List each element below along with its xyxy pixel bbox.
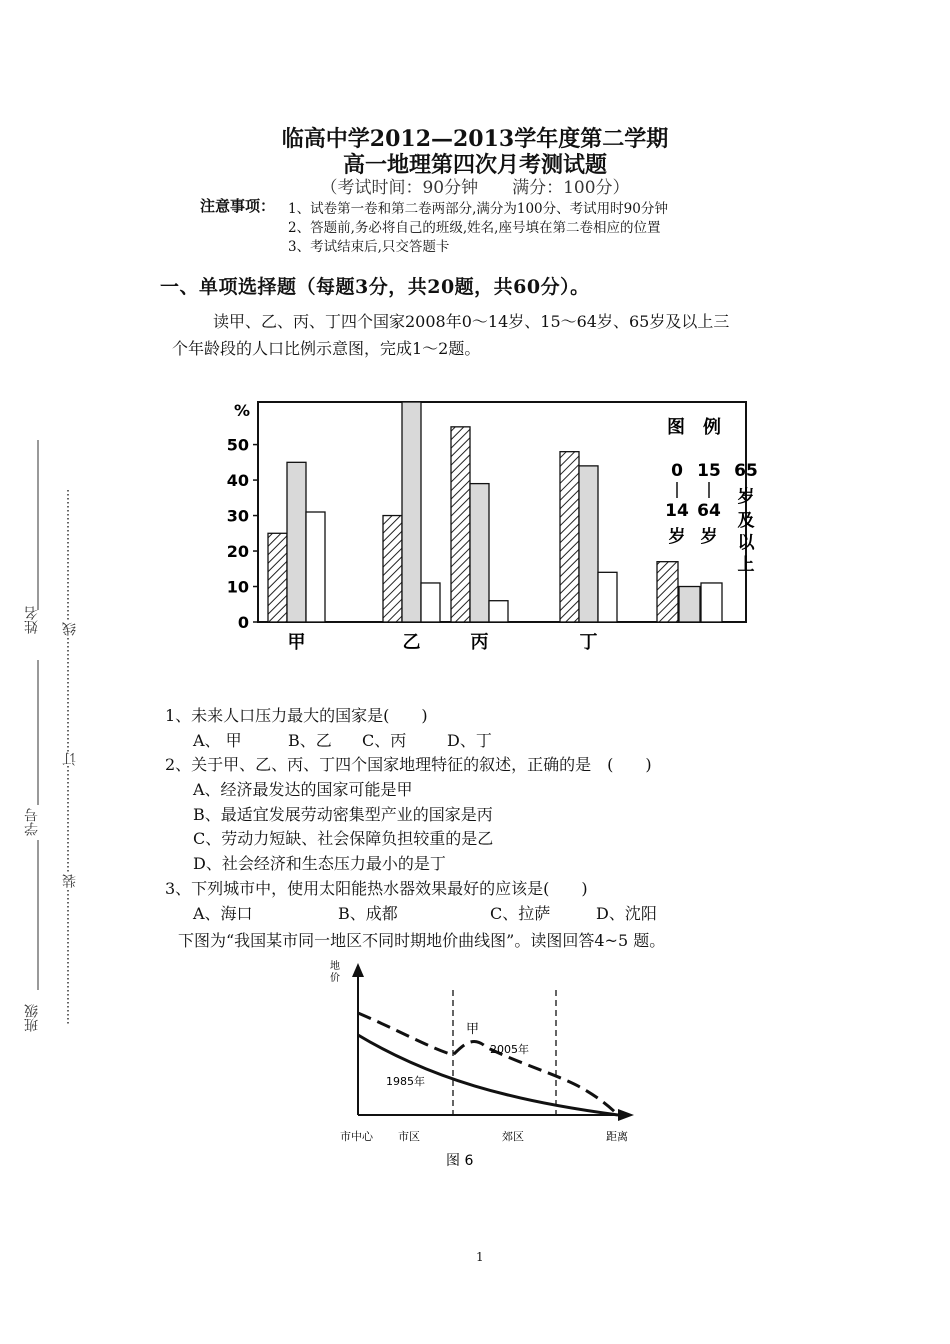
land-price-chart <box>318 955 648 1175</box>
q1-option-c: C、丙 <box>362 731 407 750</box>
category-label: 丙 <box>470 632 489 653</box>
seal-char-order: 订 <box>62 752 78 766</box>
bar-乙-2 <box>421 583 440 622</box>
y-tick-label: 30 <box>226 506 249 526</box>
section-title: 一、单项选择题（每题3分，共20题，共60分）。 <box>160 276 590 298</box>
bar-丁-1 <box>579 466 598 622</box>
category-label: 乙 <box>402 632 421 653</box>
page-number: 1 <box>476 1250 484 1264</box>
category-label: 甲 <box>287 632 306 653</box>
bar-丙-2 <box>489 601 508 622</box>
student-no-label: 学号 <box>24 808 40 836</box>
notes-label: 注意事项： <box>200 197 276 215</box>
intro-line-1: 读甲、乙、丙、丁四个国家2008年0～14岁、15～64岁、65岁及以上三 <box>213 312 730 331</box>
bar-丙-0 <box>451 427 470 622</box>
figure-caption: 图 6 <box>446 1153 474 1169</box>
legend-label: 岁 <box>737 487 755 507</box>
name-label: 姓名 <box>24 606 40 634</box>
legend-label: 岁 <box>700 527 718 547</box>
category-label: 丁 <box>579 632 598 653</box>
bar-甲-2 <box>306 512 325 622</box>
legend-label: 15 <box>697 461 721 481</box>
question-2-stem: 2、关于甲、乙、丙、丁四个国家地理特征的叙述，正确的是 ( ) <box>165 755 652 774</box>
bar-丁-0 <box>560 452 579 622</box>
q2-option-b: B、最适宜发展劳动密集型产业的国家是丙 <box>193 805 493 824</box>
legend-label: 65 <box>734 461 758 481</box>
q2-option-c: C、劳动力短缺、社会保障负担较重的是乙 <box>193 829 494 848</box>
y-axis-arrow-icon <box>352 963 364 977</box>
population-bar-chart <box>218 392 758 662</box>
title-line-1: 临高中学2012—2013学年度第二学期 <box>281 126 669 152</box>
x-label-suburb: 郊区 <box>502 1130 524 1143</box>
binding-gutter <box>28 430 78 1050</box>
legend-title: 图 例 <box>667 417 721 438</box>
bar-丁-2 <box>598 572 617 622</box>
bar-丙-1 <box>470 484 489 622</box>
q3-option-d: D、沈阳 <box>596 904 657 923</box>
question-3-stem: 3、下列城市中，使用太阳能热水器效果最好的应该是( ) <box>165 879 588 898</box>
q3-option-a: A、海口 <box>193 904 253 923</box>
y-axis-unit: % <box>233 401 250 420</box>
note-2: 2、答题前,务必将自己的班级,姓名,座号填在第二卷相应的位置 <box>288 220 661 236</box>
legend-label: 及 <box>737 511 755 531</box>
seal-char-bind: 装 <box>62 874 78 888</box>
x-label-city-center: 市中心 <box>340 1130 373 1143</box>
line-2005 <box>358 1013 618 1115</box>
y-tick-label: 50 <box>226 435 249 455</box>
bar-甲-0 <box>268 533 287 622</box>
y-tick-label: 0 <box>237 613 249 632</box>
legend-swatch-2 <box>701 583 722 622</box>
annotation-jia: 甲 <box>466 1022 480 1037</box>
legend-label: 0 <box>671 461 683 481</box>
figure-2-intro: 下图为“我国某市同一地区不同时期地价曲线图”。读图回答4~5 题。 <box>178 931 666 950</box>
exam-subtitle: （考试时间：90分钟 满分：100分） <box>320 178 630 198</box>
note-3: 3、考试结束后,只交答题卡 <box>288 239 450 255</box>
y-tick-label: 10 <box>226 577 249 597</box>
x-axis-arrow-icon <box>618 1109 634 1121</box>
bar-乙-0 <box>383 516 402 622</box>
bar-乙-1 <box>402 402 421 622</box>
legend-label: 14 <box>665 501 689 521</box>
q1-option-a: A、 甲 <box>193 731 242 750</box>
q1-option-d: D、丁 <box>447 731 492 750</box>
intro-line-2: 个年龄段的人口比例示意图，完成1～2题。 <box>172 339 481 358</box>
y-axis-label-1: 地 <box>330 961 340 972</box>
x-label-distance: 距离 <box>606 1130 628 1143</box>
legend-swatch-1 <box>679 587 700 622</box>
legend-label: 64 <box>697 501 721 521</box>
q3-option-c: C、拉萨 <box>490 904 551 923</box>
label-2005: 2005年 <box>490 1043 529 1056</box>
legend-label: 以 <box>737 533 755 553</box>
class-label: 班级 <box>24 1004 40 1032</box>
bar-甲-1 <box>287 462 306 622</box>
seal-char-line: 线 <box>62 622 78 636</box>
q3-option-b: B、成都 <box>338 904 398 923</box>
label-1985: 1985年 <box>386 1075 425 1088</box>
legend-swatch-0 <box>657 562 678 622</box>
y-axis-label-2: 价 <box>330 973 340 984</box>
y-tick-label: 40 <box>226 471 249 491</box>
question-1-stem: 1、未来人口压力最大的国家是( ) <box>165 706 428 725</box>
note-1: 1、试卷第一卷和第二卷两部分,满分为100分、考试用时90分钟 <box>288 201 668 217</box>
q1-option-b: B、乙 <box>288 731 332 750</box>
legend-label: 岁 <box>668 527 686 547</box>
title-line-2: 高一地理第四次月考测试题 <box>342 152 607 178</box>
legend-label: 上 <box>737 555 755 575</box>
q2-option-d: D、社会经济和生态压力最小的是丁 <box>193 854 446 873</box>
x-label-urban: 市区 <box>398 1130 420 1143</box>
q2-option-a: A、经济最发达的国家可能是甲 <box>193 780 413 799</box>
y-tick-label: 20 <box>226 542 249 562</box>
